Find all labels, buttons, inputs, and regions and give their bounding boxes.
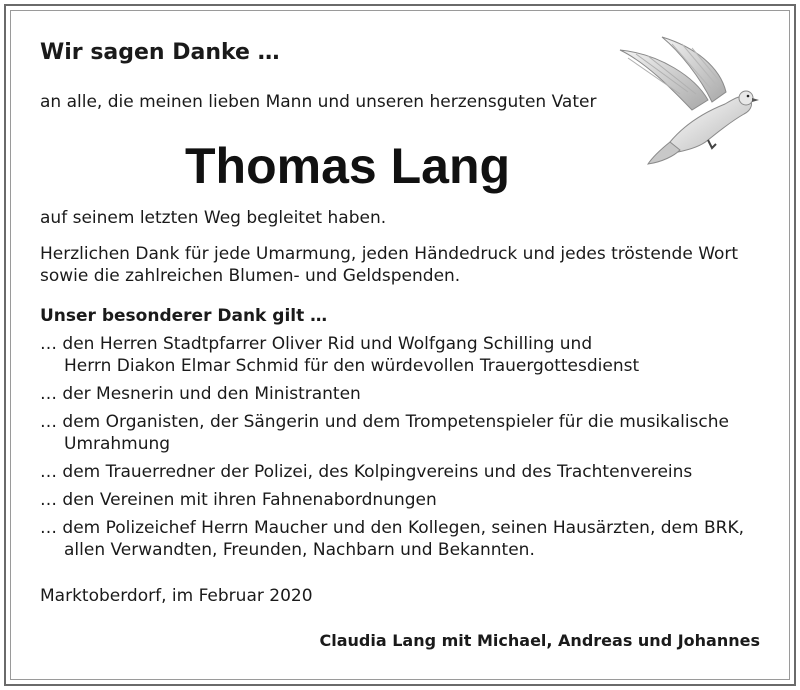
signature: Claudia Lang mit Michael, Andreas und Johannes [319, 631, 760, 650]
list-item: … den Vereinen mit ihren Fahnenabordnungen [40, 490, 437, 510]
intro-text: an alle, die meinen lieben Mann und unseren herzensguten Vater [40, 92, 597, 112]
deceased-name: Thomas Lang [185, 138, 511, 194]
dove-icon [600, 32, 770, 167]
list-item: … dem Organisten, der Sängerin und dem Trompetenspieler für die musikalische [40, 412, 729, 432]
place-date: Marktoberdorf, im Februar 2020 [40, 586, 313, 606]
list-item-continuation: Umrahmung [64, 434, 171, 454]
thanks-line-2: sowie die zahlreichen Blumen- und Geldspenden. [40, 266, 461, 286]
list-item-continuation: Herrn Diakon Elmar Schmid für den würdevollen Trauergottesdienst [64, 356, 640, 376]
special-thanks-heading: Unser besonderer Dank gilt … [40, 306, 328, 326]
escort-text: auf seinem letzten Weg begleitet haben. [40, 208, 387, 228]
list-item-continuation: allen Verwandten, Freunden, Nachbarn und Bekannten. [64, 540, 535, 560]
list-item: … dem Polizeichef Herrn Maucher und den Kollegen, seinen Hausärzten, dem BRK, [40, 518, 744, 538]
thanks-line-1: Herzlichen Dank für jede Umarmung, jeden Händedruck und jedes tröstende Wort [40, 244, 739, 264]
list-item: … dem Trauerredner der Polizei, des Kolpingvereins und des Trachtenvereins [40, 462, 693, 482]
list-item: … den Herren Stadtpfarrer Oliver Rid und Wolfgang Schilling und [40, 334, 593, 354]
list-item: … der Mesnerin und den Ministranten [40, 384, 361, 404]
notice-heading: Wir sagen Danke … [40, 40, 280, 65]
